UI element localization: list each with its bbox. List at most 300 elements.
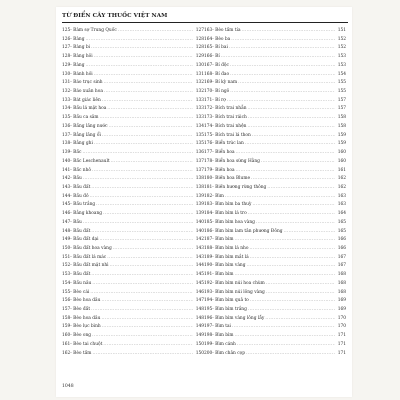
- dot-leader: [109, 123, 193, 132]
- dot-leader: [91, 228, 193, 237]
- entry-page: 169: [337, 307, 346, 312]
- index-entry: [204, 27, 346, 36]
- entry-page: 160: [337, 158, 346, 164]
- dot-leader: [91, 306, 193, 315]
- index-entry: [62, 71, 204, 80]
- entry-name: 138- Bằng ghi: [62, 141, 93, 147]
- dot-leader: [256, 219, 335, 228]
- index-column-left: [62, 27, 204, 358]
- entry-name: 167- Bí độc: [204, 62, 229, 68]
- entry-name: 169- Bí kỳ nam: [204, 80, 238, 86]
- entry-name: 145- Bầu trắng: [62, 202, 96, 208]
- dot-leader: [83, 175, 193, 184]
- entry-name: 164- Bèo ba: [204, 36, 231, 42]
- entry-name: 157- Bèo đất: [62, 307, 91, 312]
- index-entry: [204, 262, 346, 271]
- index-entry: [204, 158, 346, 167]
- dot-leader: [266, 280, 335, 289]
- entry-page: 133: [195, 97, 204, 103]
- dot-leader: [111, 158, 193, 167]
- entry-page: 168: [337, 289, 346, 295]
- dot-leader: [266, 289, 335, 298]
- dot-leader: [248, 210, 335, 219]
- entry-page: 133: [195, 115, 204, 121]
- index-entry: [62, 236, 204, 245]
- index-entry: [62, 88, 204, 97]
- dot-leader: [92, 332, 193, 341]
- index-entry: [204, 105, 346, 114]
- dot-leader: [265, 315, 335, 324]
- entry-name: 146- Bằng khoang: [62, 211, 103, 217]
- entry-name: 154- Bầu nâu: [62, 280, 92, 286]
- dot-leader: [91, 184, 193, 193]
- entry-page: 152: [337, 45, 346, 51]
- entry-name: 137- Bằng lăng ổi: [62, 132, 101, 138]
- dot-leader: [107, 254, 193, 263]
- index-entry: [62, 36, 204, 45]
- index-entry: [204, 245, 346, 254]
- index-entry: [62, 228, 204, 237]
- index-entry: [62, 271, 204, 280]
- entry-page: 132: [195, 89, 204, 95]
- index-entry: [62, 201, 204, 210]
- index-entry: [62, 105, 204, 114]
- entry-page: 128: [195, 45, 204, 51]
- entry-page: 147: [195, 298, 204, 304]
- dot-leader: [235, 236, 335, 245]
- entry-name: 193- Bìm bìm núi lông vàng: [204, 289, 265, 295]
- index-entry: [204, 36, 346, 45]
- index-entry: [62, 289, 204, 298]
- index-entry: [204, 323, 346, 332]
- entry-name: 170- Bí ngô: [204, 89, 230, 95]
- entry-page: 153: [337, 62, 346, 68]
- dot-leader: [250, 297, 335, 306]
- dot-leader: [261, 158, 335, 167]
- dot-leader: [110, 262, 193, 271]
- dot-leader: [92, 280, 193, 289]
- entry-name: 181- Biến hương rừng thông: [204, 184, 267, 190]
- entry-page: 169: [337, 298, 346, 304]
- entry-name: 129- Bàng: [62, 62, 85, 68]
- entry-name: 188- Bìm bìm lá nho: [204, 245, 249, 251]
- index-entry: [204, 254, 346, 263]
- entry-page: 153: [337, 54, 346, 60]
- index-entry: [62, 97, 204, 106]
- entry-page: 165: [337, 219, 346, 225]
- dot-leader: [101, 297, 193, 306]
- index-entry: [62, 193, 204, 202]
- entry-name: 184- Bìm bìm lá tro: [204, 211, 247, 217]
- index-entry: [62, 44, 204, 53]
- entry-name: 163- Bèo tấm tía: [204, 28, 241, 33]
- entry-page: 139: [195, 193, 204, 199]
- entry-name: 135- Bầu ca sâm: [62, 115, 99, 121]
- entry-page: 168: [337, 272, 346, 278]
- entry-page: 145: [195, 272, 204, 278]
- entry-name: 131- Báo trục sinh: [62, 80, 103, 86]
- entry-page: 132: [195, 80, 204, 86]
- entry-name: 175- Bích trai lá thon: [204, 132, 251, 138]
- entry-page: 139: [195, 211, 204, 217]
- entry-page: 128: [195, 36, 204, 42]
- entry-name: 159- Bèo lục bình: [62, 324, 101, 330]
- dot-leader: [100, 236, 194, 245]
- entry-name: 142- Bầu: [62, 176, 82, 182]
- entry-page: 149: [195, 324, 204, 330]
- index-entry: [62, 62, 204, 71]
- entry-page: 129: [195, 54, 204, 60]
- entry-page: 162: [337, 176, 346, 182]
- entry-page: 137: [195, 158, 204, 164]
- dot-leader: [102, 323, 193, 332]
- entry-page: 131: [195, 71, 204, 77]
- entry-name: 191- Bìm bìm: [204, 272, 234, 278]
- entry-name: 187- Bìm bìm: [204, 237, 234, 243]
- dot-leader: [90, 193, 193, 202]
- index-entry: [204, 88, 346, 97]
- entry-page: 140: [195, 219, 204, 225]
- dot-leader: [227, 97, 335, 106]
- page-number: 1048: [62, 384, 74, 389]
- entry-page: 139: [195, 202, 204, 208]
- entry-name: 152- Bầu đất mặt nhì: [62, 263, 109, 269]
- entry-name: 132- Báo xuân hoa: [62, 89, 103, 95]
- index-entry: [204, 350, 346, 359]
- entry-name: 149- Bầu đất dại: [62, 237, 99, 243]
- dot-leader: [91, 271, 193, 280]
- index-entry: [204, 123, 346, 132]
- index-entry: [62, 27, 204, 36]
- index-column-right: [204, 27, 346, 358]
- dot-leader: [103, 210, 193, 219]
- index-entry: [62, 350, 204, 359]
- index-entry: [62, 140, 204, 149]
- index-entry: [204, 114, 346, 123]
- entry-page: 144: [195, 263, 204, 269]
- dot-leader: [82, 149, 193, 158]
- index-entry: [204, 297, 346, 306]
- entry-page: 146: [195, 289, 204, 295]
- entry-page: 154: [337, 71, 346, 77]
- index-entry: [62, 323, 204, 332]
- entry-page: 171: [337, 341, 346, 347]
- entry-page: 148: [195, 307, 204, 312]
- entry-page: 134: [195, 123, 204, 129]
- entry-name: 140- Bấc Leschenault: [62, 158, 110, 164]
- dot-leader: [92, 350, 193, 359]
- entry-name: 194- Bìm bìm quả to: [204, 298, 249, 304]
- entry-name: 195- Bìm bìm trắng: [204, 307, 247, 312]
- index-entry: [204, 149, 346, 158]
- dot-leader: [267, 184, 335, 193]
- entry-name: 177- Biển hoa: [204, 150, 235, 156]
- dot-leader: [229, 44, 335, 53]
- dot-leader: [100, 114, 193, 123]
- entry-name: 153- Bầu đất: [62, 272, 91, 278]
- dot-leader: [230, 88, 335, 97]
- index-entry: [62, 306, 204, 315]
- index-entry: [204, 219, 346, 228]
- entry-page: 137: [195, 167, 204, 173]
- entry-name: 199- Bìm cánh: [204, 341, 236, 347]
- entry-page: 149: [195, 333, 204, 339]
- index-entry: [62, 332, 204, 341]
- index-entry: [62, 149, 204, 158]
- dot-leader: [107, 105, 193, 114]
- entry-name: 158- Bèo hoa dâu: [62, 315, 101, 321]
- entry-page: 166: [337, 237, 346, 243]
- dot-leader: [102, 97, 193, 106]
- dot-leader: [94, 53, 193, 62]
- index-entry: [204, 53, 346, 62]
- entry-name: 186- Bìm bìm lam tân phương Đông: [204, 228, 283, 234]
- entry-page: 143: [195, 254, 204, 260]
- entry-name: 196- Bìm bìm vàng lông lẫy: [204, 315, 265, 321]
- index-entry: [204, 306, 346, 315]
- index-entry: [62, 158, 204, 167]
- entry-name: 151- Bầu đất lá mác: [62, 254, 107, 260]
- entry-name: 192- Bìm bìm núi hoa chùm: [204, 280, 265, 286]
- dot-leader: [221, 53, 335, 62]
- index-entry: [62, 79, 204, 88]
- index-entry: [204, 271, 346, 280]
- dot-leader: [247, 262, 335, 271]
- entry-page: 171: [337, 350, 346, 356]
- index-entry: [204, 315, 346, 324]
- dot-leader: [246, 350, 335, 359]
- dot-leader: [102, 132, 193, 141]
- entry-page: 171: [337, 333, 346, 339]
- entry-name: 190- Bìm bìm vàng: [204, 263, 246, 269]
- index-entry: [204, 184, 346, 193]
- dot-leader: [238, 79, 335, 88]
- entry-page: 152: [337, 36, 346, 42]
- entry-name: 161- Bèo tai chuột: [62, 341, 103, 347]
- index-entry: [204, 140, 346, 149]
- entry-name: 179- Biến hoa: [204, 167, 235, 173]
- entry-page: 167: [337, 254, 346, 260]
- entry-page: 158: [337, 123, 346, 129]
- index-entry: [62, 262, 204, 271]
- entry-name: 189- Bìm bìm mắt lá: [204, 254, 249, 260]
- entry-page: 138: [195, 184, 204, 190]
- index-entry: [204, 175, 346, 184]
- entry-name: 176- Biển trúc lan: [204, 141, 244, 147]
- dot-leader: [94, 140, 193, 149]
- dot-leader: [284, 228, 335, 237]
- index-entry: [62, 219, 204, 228]
- entry-page: 163: [337, 202, 346, 208]
- entry-name: 128- Bàng hôi: [62, 54, 93, 60]
- dot-leader: [86, 62, 194, 71]
- entry-name: 150- Bầu đất hoa vàng: [62, 245, 112, 251]
- entry-page: 158: [337, 115, 346, 121]
- entry-page: 159: [337, 141, 346, 147]
- dot-leader: [92, 167, 193, 176]
- entry-page: 148: [195, 315, 204, 321]
- index-entry: [62, 53, 204, 62]
- entry-name: 200- Bìm chân cọp: [204, 350, 246, 356]
- index-entry: [204, 44, 346, 53]
- entry-page: 164: [337, 211, 346, 217]
- dot-leader: [104, 79, 193, 88]
- dot-leader: [237, 341, 335, 350]
- entry-name: 141- Bấc nhỏ: [62, 167, 92, 173]
- dot-leader: [232, 323, 335, 332]
- entry-name: 143- Bầu đất: [62, 184, 91, 190]
- entry-name: 165- Bí bai: [204, 45, 228, 51]
- dot-leader: [247, 123, 335, 132]
- entry-page: 135: [195, 141, 204, 147]
- dot-leader: [96, 201, 193, 210]
- index-entry: [62, 132, 204, 141]
- header-rule: [62, 22, 348, 23]
- entry-page: 160: [337, 150, 346, 156]
- entry-page: 140: [195, 228, 204, 234]
- index-entry: [62, 184, 204, 193]
- dot-leader: [104, 88, 193, 97]
- entry-name: 168- Bí đao: [204, 71, 230, 77]
- index-entry: [204, 201, 346, 210]
- index-entry: [204, 210, 346, 219]
- entry-name: 182- Bìm: [204, 193, 224, 199]
- index-entry: [204, 132, 346, 141]
- entry-name: 126- Bàng: [62, 36, 85, 42]
- index-entry: [62, 297, 204, 306]
- entry-page: 155: [337, 89, 346, 95]
- index-entry: [204, 341, 346, 350]
- entry-page: 155: [337, 80, 346, 86]
- dot-leader: [250, 254, 335, 263]
- entry-page: 165: [337, 228, 346, 234]
- dot-leader: [245, 140, 335, 149]
- dot-leader: [235, 271, 335, 280]
- dot-leader: [236, 149, 335, 158]
- entry-name: 130- Bánh hỏi: [62, 71, 93, 77]
- dot-leader: [251, 175, 335, 184]
- entry-page: 170: [337, 315, 346, 321]
- entry-page: 157: [337, 106, 346, 112]
- dot-leader: [86, 36, 194, 45]
- entry-name: 180- Biến hoa Blume: [204, 176, 251, 182]
- dot-leader: [249, 245, 335, 254]
- dot-leader: [236, 167, 335, 176]
- entry-name: 172- Bích trai nhẵn: [204, 106, 247, 112]
- entry-page: 159: [337, 132, 346, 138]
- book-page: [56, 7, 352, 397]
- dot-leader: [90, 289, 193, 298]
- dot-leader: [91, 44, 193, 53]
- dot-leader: [248, 114, 335, 123]
- entry-name: 162- Bèo tấm: [62, 350, 92, 356]
- entry-name: 136- Bầng lăng nước: [62, 123, 108, 129]
- index-entry: [204, 167, 346, 176]
- dot-leader: [113, 245, 193, 254]
- entry-name: 171- Bí rợ: [204, 97, 226, 103]
- entry-page: 135: [195, 132, 204, 138]
- dot-leader: [230, 71, 335, 80]
- entry-page: 136: [195, 150, 204, 156]
- index-entry: [204, 71, 346, 80]
- index-entry: [204, 236, 346, 245]
- entry-page: 143: [195, 245, 204, 251]
- entry-name: 134- Bầu lá mặt hoa: [62, 106, 107, 112]
- index-entry: [204, 97, 346, 106]
- index-entry: [62, 167, 204, 176]
- index-entry: [62, 175, 204, 184]
- entry-name: 125- Bàm sợ Trung Quốc: [62, 28, 117, 33]
- dot-leader: [235, 332, 335, 341]
- entry-page: 162: [337, 184, 346, 190]
- entry-name: 185- Bìm bìm hoa vàng: [204, 219, 255, 225]
- entry-name: 183- Bìm bìm ba thuỳ: [204, 202, 252, 208]
- entry-name: 147- Bầu: [62, 219, 82, 225]
- index-entry: [204, 289, 346, 298]
- entry-name: 160- Bèo ong: [62, 333, 92, 339]
- entry-name: 156- Bèo hoa dâu: [62, 298, 101, 304]
- entry-name: 127- Bàng bi: [62, 45, 91, 51]
- entry-page: 151: [337, 28, 346, 33]
- entry-name: 198- Bìm bìm: [204, 333, 234, 339]
- entry-page: 161: [337, 167, 346, 173]
- entry-name: 178- Biển hoa sừng Hằng: [204, 158, 260, 164]
- dot-leader: [248, 306, 335, 315]
- entry-name: 166- Bí: [204, 54, 220, 60]
- entry-page: 168: [337, 280, 346, 286]
- entry-page: 133: [195, 106, 204, 112]
- dot-leader: [94, 71, 193, 80]
- entry-page: 167: [337, 263, 346, 269]
- entry-page: 150: [195, 350, 204, 356]
- index-entry: [204, 332, 346, 341]
- entry-name: 155- Bèo cái: [62, 289, 90, 295]
- entry-name: 173- Bích trai ráich: [204, 115, 247, 121]
- index-entry: [62, 254, 204, 263]
- running-header: TỪ ĐIỂN CÂY THUỐC VIỆT NAM: [62, 13, 168, 19]
- entry-name: 197- Bìm tai: [204, 324, 231, 330]
- entry-name: 174- Bích trai nhện: [204, 123, 247, 129]
- index-entry: [62, 315, 204, 324]
- index-entry: [62, 123, 204, 132]
- entry-page: 170: [337, 324, 346, 330]
- entry-page: 130: [195, 62, 204, 68]
- index-entry: [204, 193, 346, 202]
- dot-leader: [231, 36, 335, 45]
- dot-leader: [252, 201, 335, 210]
- entry-page: 138: [195, 176, 204, 182]
- entry-name: 139- Bấc: [62, 150, 82, 156]
- index-entry: [62, 245, 204, 254]
- dot-leader: [225, 193, 335, 202]
- dot-leader: [101, 315, 193, 324]
- entry-page: 150: [195, 341, 204, 347]
- dot-leader: [103, 341, 193, 350]
- index-entry: [204, 62, 346, 71]
- entry-page: 145: [195, 280, 204, 286]
- dot-leader: [230, 62, 335, 71]
- dot-leader: [248, 105, 336, 114]
- entry-page: 142: [195, 237, 204, 243]
- entry-page: 157: [337, 97, 346, 103]
- entry-name: 133- Bát giác liên: [62, 97, 101, 103]
- index-entry: [62, 210, 204, 219]
- index-entry: [204, 228, 346, 237]
- dot-leader: [252, 132, 335, 141]
- dot-leader: [242, 27, 335, 36]
- entry-page: 127: [195, 28, 204, 33]
- entry-name: 144- Bầu đỏ: [62, 193, 89, 199]
